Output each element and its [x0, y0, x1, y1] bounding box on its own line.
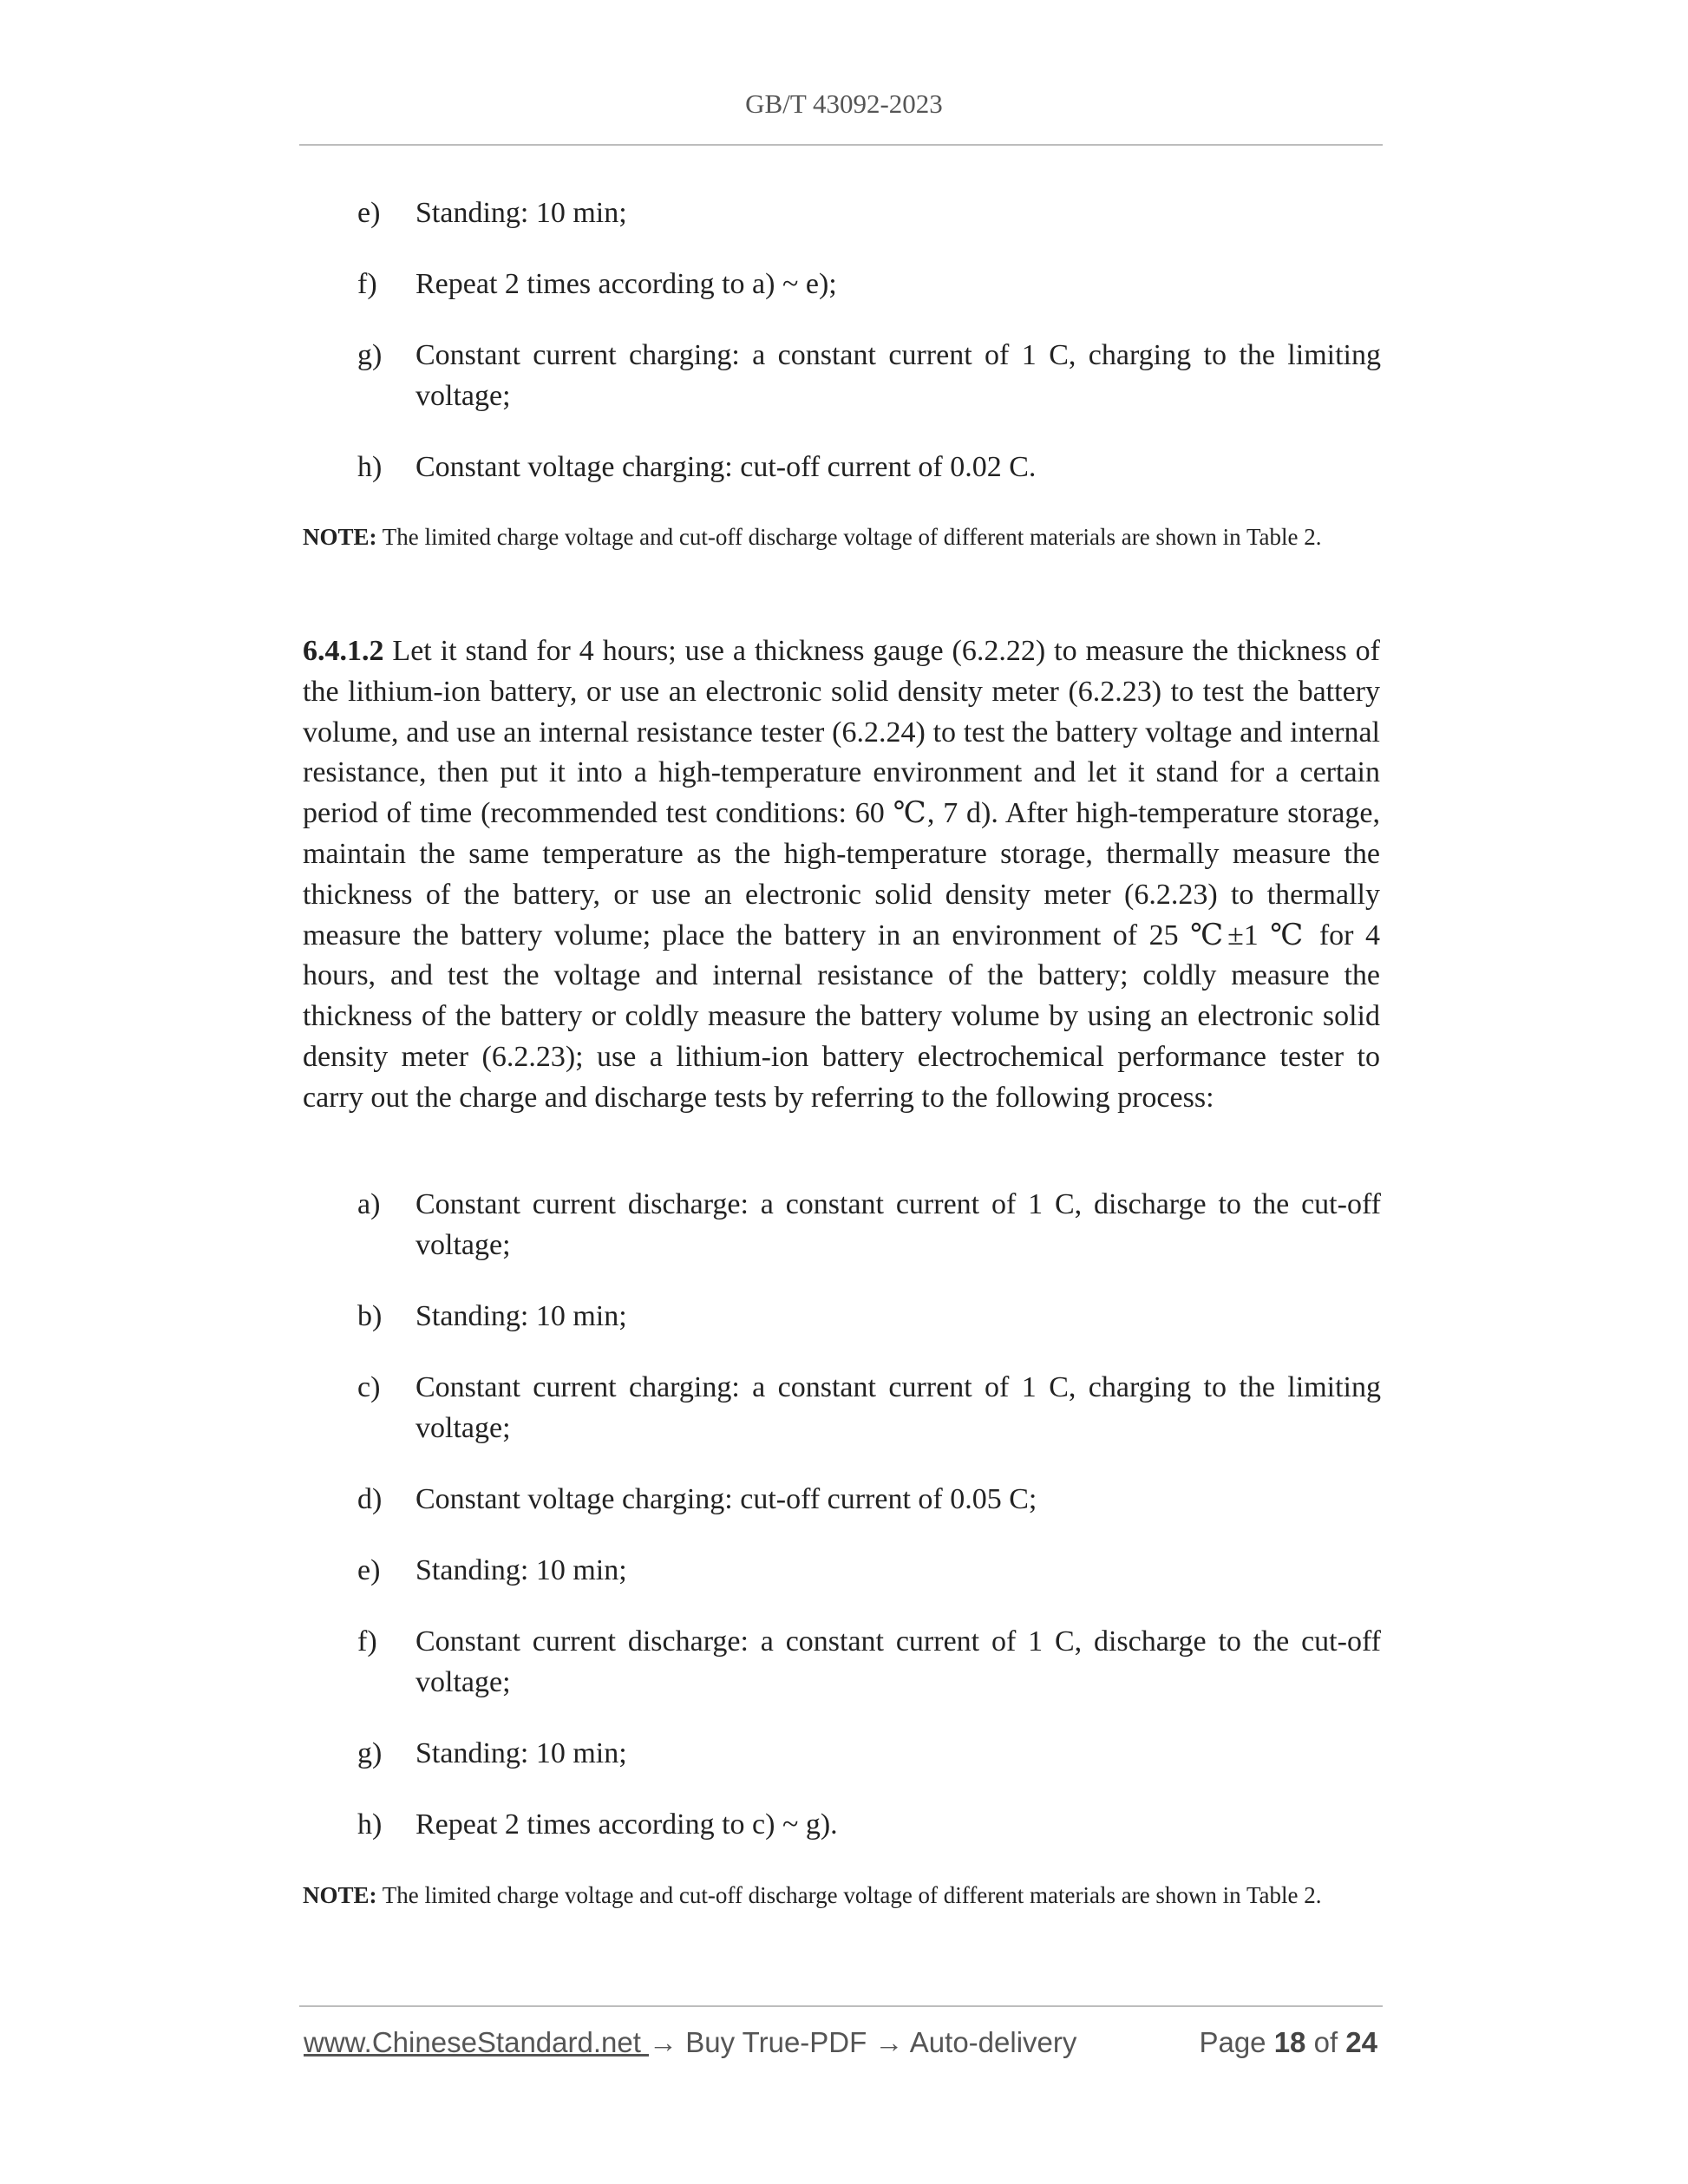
list-item-label: h) — [357, 1808, 383, 1841]
document-code-header: GB/T 43092-2023 — [745, 88, 943, 119]
list-item-text: Constant voltage charging: cut-off current of 0.02 C. — [415, 451, 1037, 483]
website-link[interactable]: www.ChineseStandard.net — [304, 2026, 650, 2058]
list-item — [304, 1804, 1381, 1845]
list-item-text: Constant current charging: a constant current of 1 C, charging to the limiting voltage; — [415, 339, 1381, 412]
list-item-label: g) — [357, 339, 383, 371]
list-item — [304, 1367, 1381, 1448]
list-item-label: h) — [357, 451, 383, 483]
list-item-text: Constant current charging: a constant current of 1 C, charging to the limiting voltage; — [415, 1371, 1381, 1444]
clause-number: 6.4.1.2 — [303, 635, 384, 667]
delivery-text: Auto-delivery — [903, 2026, 1077, 2058]
list-item — [304, 1621, 1381, 1703]
list-item-label: f) — [357, 1625, 377, 1658]
footer-promo — [304, 2026, 1076, 2059]
clause-text: Let it stand for 4 hours; use a thickness gauge (6.2.22) to measure the thickness of the lithium-ion battery, or use an electronic solid density meter (6.2.23) to test the battery volume, and use an internal resistance tester (6.2.24) to test the battery voltage and internal resistance, then put it into a high-temperature environment and let it stand for a certain period of time (recommended test conditions: 60 ℃, 7 d). After high-temperature storage, maintain the same temperature as the high-temperature storage, thermally measure the thickness of the battery, or use an electronic solid density meter (6.2.23) to thermally measure the battery volume; place the battery in an environment of 25 ℃±1 ℃ for 4 hours, and test the voltage and internal resistance of the battery; coldly measure the thickness of the battery or coldly measure the battery volume by using an electronic solid density meter (6.2.23); use a lithium-ion battery electrochemical performance tester to carry out the charge and discharge tests by referring to the following process: — [303, 635, 1380, 1114]
page-indicator — [1199, 2026, 1377, 2059]
list-item — [304, 1184, 1381, 1265]
note-1 — [303, 517, 1380, 558]
arrow-right-icon: → — [649, 2026, 678, 2058]
arrow-right-icon: → — [874, 2026, 904, 2058]
list-item — [304, 447, 1381, 487]
footer-divider — [299, 2005, 1383, 2007]
list-item-text: Repeat 2 times according to a) ~ e); — [415, 268, 837, 300]
list-item-label: f) — [357, 268, 377, 300]
clause-6-4-1-2 — [303, 631, 1380, 1119]
note-text: The limited charge voltage and cut-off discharge voltage of different materials are shown in Table 2. — [376, 524, 1322, 550]
list-item-text: Standing: 10 min; — [415, 1300, 627, 1332]
list-item — [304, 264, 1381, 304]
list-item-label: g) — [357, 1737, 383, 1769]
note-2 — [303, 1875, 1380, 1916]
list-item — [304, 1296, 1381, 1337]
note-text: The limited charge voltage and cut-off discharge voltage of different materials are shown in Table 2. — [376, 1882, 1322, 1908]
list-item-label: a) — [357, 1188, 381, 1220]
page-number: 18 — [1273, 2026, 1306, 2058]
header-divider — [299, 144, 1383, 146]
note-label: NOTE: — [303, 524, 377, 550]
list-item-text: Repeat 2 times according to c) ~ g). — [415, 1808, 838, 1841]
page-total: 24 — [1345, 2026, 1377, 2058]
list-item — [304, 335, 1381, 416]
page-word: Page — [1199, 2026, 1274, 2058]
list-item — [304, 1479, 1381, 1520]
list-item-text: Constant current discharge: a constant current of 1 C, discharge to the cut-off voltage; — [415, 1625, 1381, 1698]
list-item-text: Constant current discharge: a constant current of 1 C, discharge to the cut-off voltage; — [415, 1188, 1381, 1261]
list-item — [304, 1733, 1381, 1774]
list-item-text: Constant voltage charging: cut-off current of 0.05 C; — [415, 1483, 1037, 1515]
note-label: NOTE: — [303, 1882, 377, 1908]
buy-text: Buy True-PDF — [677, 2026, 875, 2058]
list-item-label: c) — [357, 1371, 381, 1403]
list-item-label: b) — [357, 1300, 383, 1332]
list-item-text: Standing: 10 min; — [415, 1737, 627, 1769]
list-item — [304, 193, 1381, 233]
list-item-text: Standing: 10 min; — [415, 197, 627, 229]
step-list-1 — [304, 193, 1381, 487]
list-item-text: Standing: 10 min; — [415, 1554, 627, 1586]
step-list-2 — [304, 1184, 1381, 1845]
list-item-label: d) — [357, 1483, 383, 1515]
list-item-label: e) — [357, 1554, 381, 1586]
list-item-label: e) — [357, 197, 381, 229]
of-word: of — [1305, 2026, 1346, 2058]
list-item — [304, 1550, 1381, 1591]
